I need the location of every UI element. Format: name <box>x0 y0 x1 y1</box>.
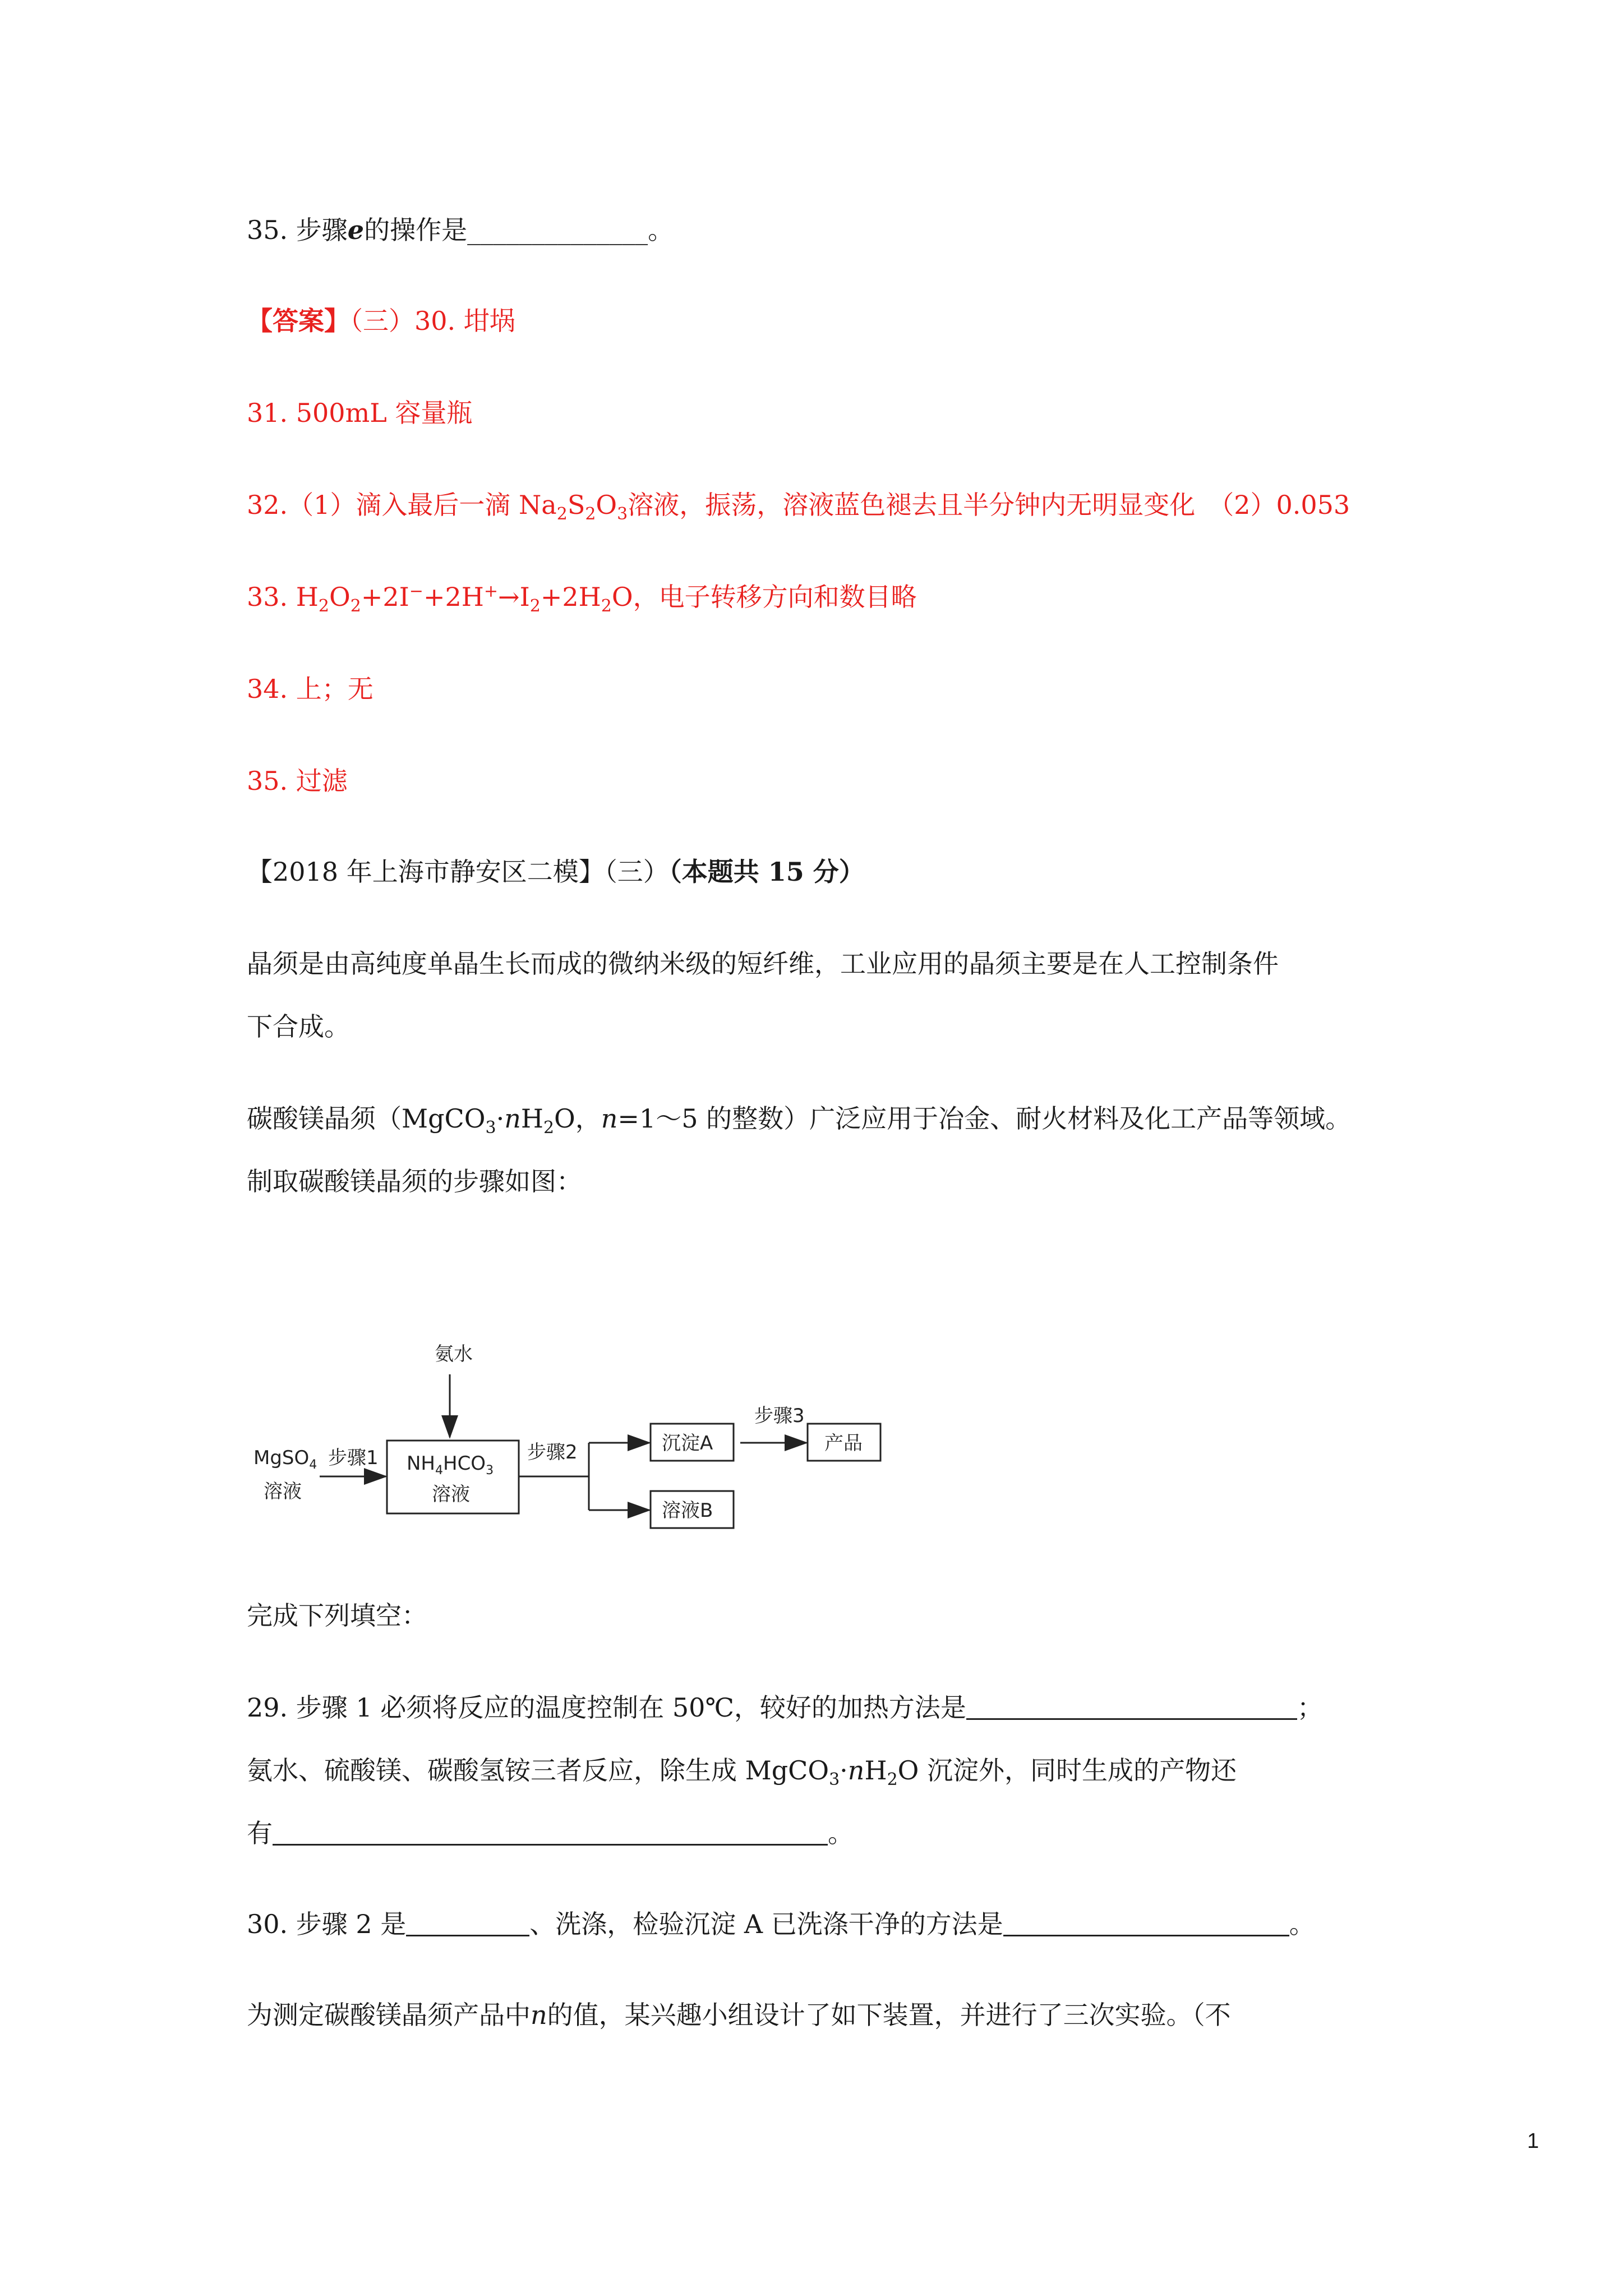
q30-blank-2[interactable] <box>1003 1910 1289 1936</box>
step2-label: 步骤2 <box>527 1441 578 1464</box>
mgso4-label: MgSO$_4$ <box>253 1447 317 1472</box>
q35-end: 。 <box>648 215 674 245</box>
q29-line-2: 氨水、硫酸镁、碳酸氢铵三者反应，除生成 $MgCO_3\cdot nH_2O$ 沉淀外，同时生成的产物还 <box>247 1755 1237 1790</box>
q35-blank[interactable]: ______________ <box>467 215 648 245</box>
answer-30-text: （三）30. 坩埚 <box>350 306 515 336</box>
step1-label: 步骤1 <box>328 1447 379 1469</box>
fill-prompt: 完成下列填空： <box>247 1600 427 1631</box>
q30-blank-1[interactable] <box>406 1910 529 1936</box>
q30-line: 30. 步骤 2 是 、洗涤，检验沉淀 A 已洗涤干净的方法是 。 <box>247 1909 1315 1939</box>
answer-31: 31. 500mL 容量瓶 <box>247 398 473 428</box>
answer-tag: 【答案】 <box>247 306 350 336</box>
intro-line-1: 晶须是由高纯度单晶生长而成的微纳米级的短纤维，工业应用的晶须主要是在人工控制条件 <box>247 949 1279 979</box>
mgso4-solution-label: 溶液 <box>264 1480 302 1503</box>
page-number: 1 <box>1527 2129 1539 2153</box>
precipitate-a-label: 沉淀A <box>662 1432 713 1455</box>
source-score: （本题共 15 分） <box>668 857 865 887</box>
box1-solution-label: 溶液 <box>432 1483 470 1506</box>
q29-line-3: 有 。 <box>247 1818 854 1848</box>
process-flow-diagram <box>247 1329 920 1543</box>
answer-30 <box>247 304 515 338</box>
solution-b-label: 溶液B <box>662 1499 713 1522</box>
source-bracket: 【2018 年上海市静安区二模】（三） <box>247 857 669 887</box>
q35-number: 35. <box>247 215 288 245</box>
q35-variable: e <box>347 215 365 245</box>
next-question-line: 为测定碳酸镁晶须产品中n的值，某兴趣小组设计了如下装置，并进行了三次实验。（不 <box>247 2000 1231 2030</box>
q35-suffix: 的操作是 <box>364 215 468 245</box>
q29-blank-1[interactable] <box>966 1694 1297 1720</box>
ammonia-label: 氨水 <box>435 1343 473 1365</box>
source-header <box>247 855 865 889</box>
intro-line-4: 制取碳酸镁晶须的步骤如图： <box>247 1166 582 1197</box>
q29-blank-2[interactable] <box>273 1819 828 1846</box>
nh4hco3-label: $NH_4HCO_3$ <box>407 1452 494 1478</box>
answer-32: 32.（1）滴入最后一滴 $Na_2S_2O_3$溶液，振荡，溶液蓝色褪去且半分钟内无明显变化 （2）0.053 <box>247 490 1350 524</box>
answer-34: 34. 上；无 <box>247 674 374 704</box>
answer-33: 33. $H_2O_2+2I^-+2H^+\to I_2+2H_2O$，电子转移方向和数目略 <box>247 581 917 616</box>
answer-35: 35. 过滤 <box>247 766 348 796</box>
q35-prefix: 步骤 <box>296 215 348 245</box>
q29-line-1: 29. 步骤 1 必须将反应的温度控制在 50℃，较好的加热方法是 ； <box>247 1692 1323 1723</box>
product-label: 产品 <box>824 1432 863 1455</box>
q35-prompt <box>247 213 674 247</box>
step3-label: 步骤3 <box>754 1405 805 1427</box>
intro-line-3: 碳酸镁晶须（$MgCO_3\cdot nH_2O$，n=1～5 的整数）广泛应用于冶金、耐火材料及化工产品等领域。 <box>247 1103 1352 1138</box>
intro-line-2: 下合成。 <box>247 1011 350 1042</box>
